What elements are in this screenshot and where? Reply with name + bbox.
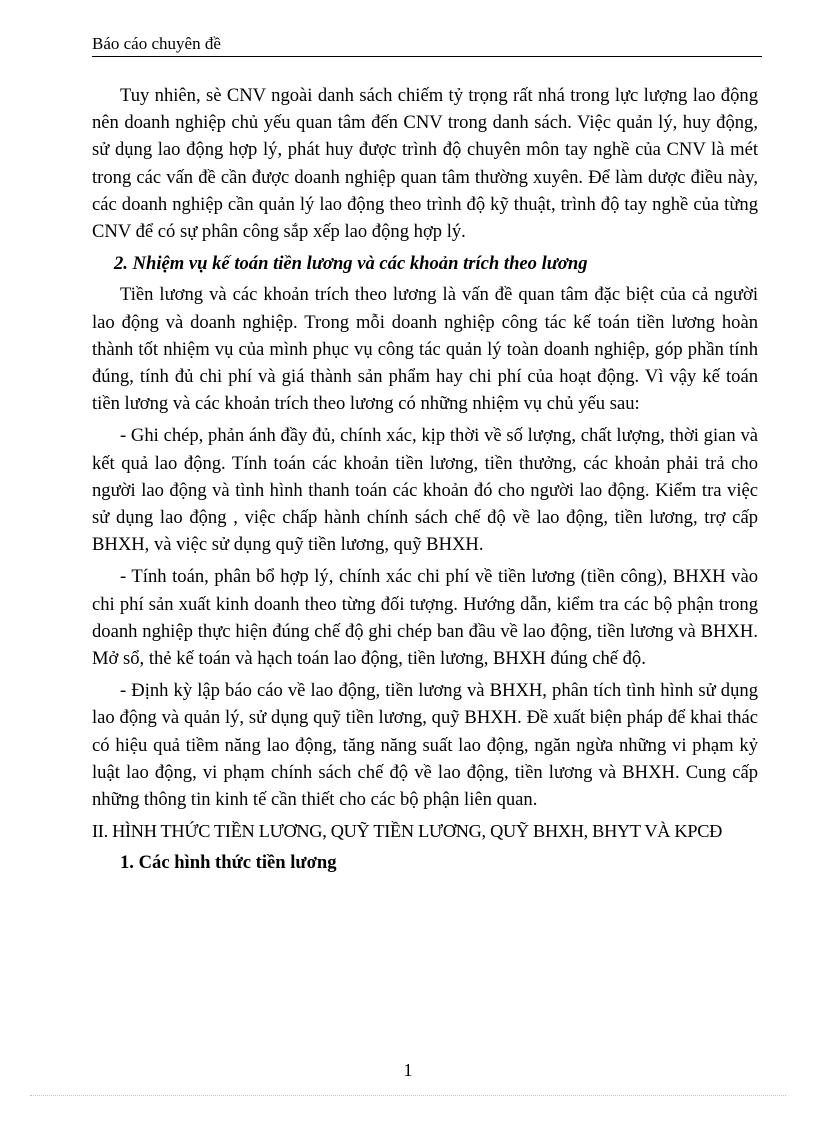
task-item-1: - Ghi chép, phản ánh đầy đủ, chính xác, kịp thời về số lượng, chất lượng, thời gian và kết quả lao động. Tính toán các khoản tiền lương, tiền thưởng, các khoản phải trả cho người lao động và tình hình thanh toán các khoản đó cho người lao động. Kiểm tra việc sử dụng lao động , việc chấp hành chính sách chế độ về lao động, tiền lương, trợ cấp BHXH, và việc sử dụng quỹ tiền lương, quỹ BHXH.: [92, 425, 758, 556]
task-item-3: - Định kỳ lập báo cáo về lao động, tiền lương và BHXH, phân tích tình hình sử dụng lao động và quản lý, sử dụng quỹ tiền lương, quỹ BHXH. Đề xuất biện pháp để khai thác có hiệu quả tiềm năng lao động, tăng năng suất lao động, ngăn ngừa những vi phạm kỷ luật lao động, vi phạm chính sách chế độ về lao động, tiền lương và BHXH. Cung cấp những thông tin kinh tế cần thiết cho các bộ phận liên quan.: [92, 680, 758, 811]
task-item-2: - Tính toán, phân bổ hợp lý, chính xác chi phí về tiền lương (tiền công), BHXH vào chi phí sản xuất kinh doanh theo từng đối tượng. Hướng dẫn, kiểm tra các bộ phận trong doanh nghiệp thực hiện đúng chế độ ghi chép ban đầu về lao động, tiền lương và BHXH. Mở sổ, thẻ kế toán và hạch toán lao động, tiền lương, BHXH đúng chế độ.: [92, 566, 758, 670]
page-number: 1: [403, 1060, 413, 1080]
document-header: Báo cáo chuyên đề: [92, 34, 762, 57]
document-body: [92, 82, 758, 877]
section-heading-ii: II. HÌNH THỨC TIỀN LƯƠNG, QUỸ TIỀN LƯƠNG, QUỸ BHXH, BHYT VÀ KPCĐ: [92, 821, 722, 842]
subheading-wage-forms: 1. Các hình thức tiền lương: [120, 852, 337, 874]
footer-divider: [30, 1095, 786, 1096]
tasks-intro-paragraph: Tiền lương và các khoản trích theo lương là vấn đề quan tâm đặc biệt của cả người lao động và doanh nghiệp. Trong mỗi doanh nghiệp công tác kế toán tiền lương hoàn thành tốt nhiệm vụ của mình phục vụ công tác quản lý toàn doanh nghiệp, góp phần tính đúng, tính đủ chi phí và giá thành sản phẩm hay chi phí của hoạt động. Vì vậy kế toán tiền lương và các khoản trích theo lương có những nhiệm vụ chủ yếu sau:: [92, 284, 758, 415]
heading-tasks: 2. Nhiệm vụ kế toán tiền lương và các khoản trích theo lương: [114, 253, 588, 275]
intro-paragraph: Tuy nhiên, sè CNV ngoài danh sách chiếm tỷ trọng rất nhá trong lực lượng lao động nên doanh nghiệp chủ yếu quan tâm đến CNV trong danh sách. Việc quản lý, huy động, sử dụng lao động hợp lý, phát huy được trình độ chuyên môn tay nghề của CNV là mét trong các vấn đề cần được doanh nghiệp quan tâm thường xuyên. Để làm dược điều này, các doanh nghiệp cần quản lý lao động theo trình độ kỹ thuật, trình độ tay nghề của từng CNV để có sự phân công sắp xếp lao động hợp lý.: [92, 85, 758, 243]
